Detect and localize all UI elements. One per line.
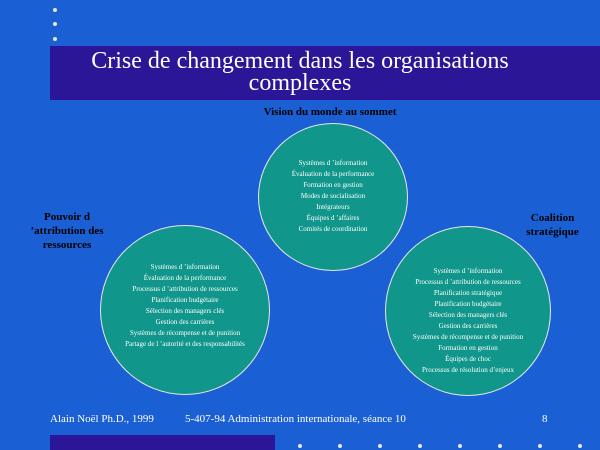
slide-title: Crise de changement dans les organisations complexes (91, 48, 509, 96)
circle-item: Planification stratégique (433, 289, 503, 297)
circle-item: Sélection des managers clés (145, 307, 225, 315)
decor-dot (53, 8, 57, 12)
decor-dot (498, 444, 502, 448)
circle-item: Systèmes de récompense et de punition (129, 329, 241, 337)
decor-dot (298, 444, 302, 448)
circle-item: Formation en gestion (303, 181, 363, 189)
decor-dot (538, 444, 542, 448)
circle-item: Formation en gestion (438, 344, 498, 352)
circle-item: Équipes de choc (445, 355, 491, 363)
circle-item: Systèmes d ’information (150, 263, 220, 271)
circle-item: Systèmes d ’information (298, 159, 368, 167)
circle-item: Planification budgétaire (434, 300, 502, 308)
top-label: Vision du monde au sommet (263, 106, 397, 118)
circle-item: Planification budgétaire (151, 296, 219, 304)
circle-item: Processus d ’attribution de ressources (415, 278, 521, 286)
circle-item: Gestion des carrières (438, 322, 498, 330)
circle-item: Processus d ’attribution de ressources (132, 285, 238, 293)
right-label: Coalition stratégique (526, 212, 579, 238)
circle-item: Sélection des managers clés (428, 311, 508, 319)
circle-left-list (100, 262, 270, 350)
decor-dot (338, 444, 342, 448)
decor-dot (458, 444, 462, 448)
circle-item: Systèmes de récompense et de punition (412, 333, 524, 341)
footer-page-number: 8 (542, 413, 548, 425)
circle-item: Évaluation de la performance (291, 170, 375, 178)
circle-item: Comités de coordination (298, 225, 368, 233)
circle-item: Partage de l ’autorité et des responsabilités (125, 340, 245, 348)
footer-author: Alain Noël Ph.D., 1999 (50, 413, 154, 425)
circle-top-list (258, 158, 408, 235)
decor-dot (53, 37, 57, 41)
circle-item: Systèmes d ’information (433, 267, 503, 275)
circle-item: Évaluation de la performance (143, 274, 227, 282)
decor-dot (53, 22, 57, 26)
circle-item: Gestion des carrières (155, 318, 215, 326)
footer-bar (50, 435, 275, 450)
decor-dot (378, 444, 382, 448)
circle-right-list (385, 266, 551, 376)
decor-dot (418, 444, 422, 448)
circle-item: Modes de socialisation (300, 192, 366, 200)
circle-item: Intégrateurs (316, 203, 350, 211)
circle-item: Processus de résolution d’enjeux (422, 366, 514, 374)
decor-dot (578, 444, 582, 448)
circle-item: Équipes d ’affaires (306, 214, 360, 222)
footer-course: 5-407-94 Administration internationale, séance 10 (185, 413, 406, 425)
left-label: Pouvoir d ’attribution des ressources (30, 211, 104, 251)
